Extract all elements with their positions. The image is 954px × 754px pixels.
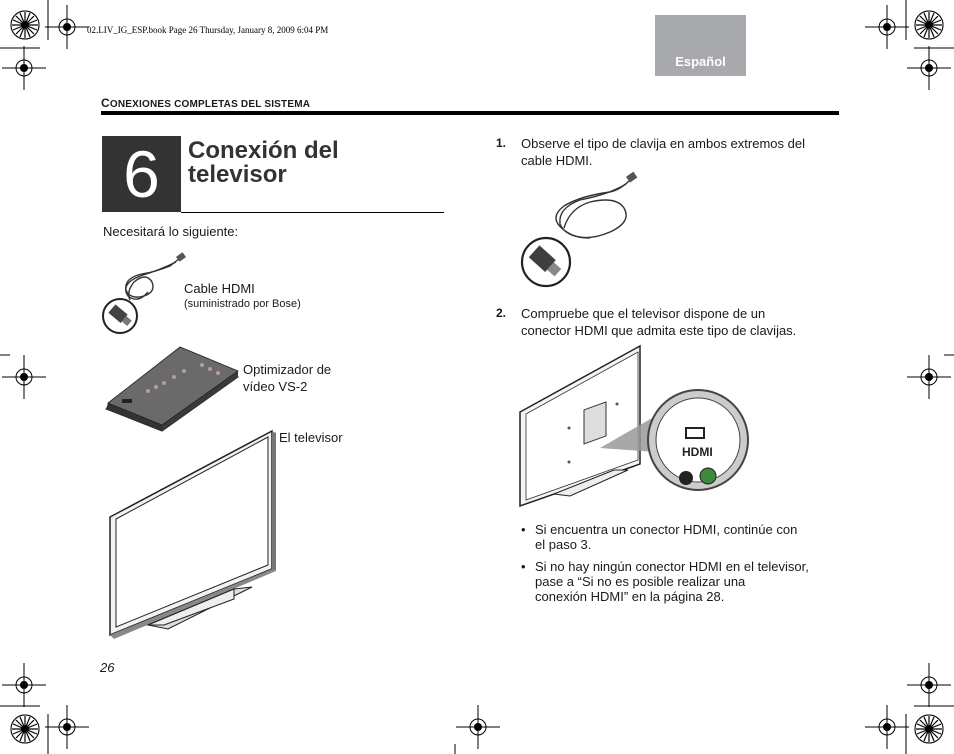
- item-tv-label: El televisor: [279, 430, 343, 445]
- language-tab-label: Español: [675, 54, 726, 69]
- step-1-line1: Observe el tipo de clavija en ambos extremos del: [521, 136, 805, 151]
- step-2-number: 2.: [496, 306, 507, 320]
- intro-text: Necesitará lo siguiente:: [103, 224, 239, 239]
- hdmi-cable-closeup-icon: [520, 172, 640, 288]
- bullet-list: [521, 522, 841, 611]
- section-title: [101, 96, 310, 110]
- step-title-line1: Conexión del: [188, 137, 339, 164]
- section-title-rest: ONEXIONES COMPLETAS DEL SISTEMA: [109, 99, 311, 110]
- item-hdmi-label: Cable HDMI: [184, 281, 255, 296]
- step-title-line2: televisor: [188, 161, 287, 188]
- section-title-initial: C: [101, 96, 110, 110]
- section-rule: [101, 111, 839, 115]
- step-title: [188, 139, 438, 187]
- item-vs2-label: [243, 361, 331, 395]
- tv-back-hdmi-port-icon: [518, 344, 750, 510]
- step-2-line1: Compruebe que el televisor dispone de un: [521, 306, 766, 321]
- step-number-box: 6: [102, 136, 181, 212]
- hdmi-logo: HDMI: [682, 445, 713, 459]
- step-1-text: [521, 135, 805, 169]
- bullet-1-line1: Si encuentra un conector HDMI, continúe con: [535, 522, 798, 537]
- item-hdmi-sublabel: (suministrado por Bose): [184, 298, 301, 310]
- item-vs2-label-line2: vídeo VS-2: [243, 379, 308, 394]
- hdmi-cable-icon: [100, 252, 190, 336]
- bullet-item-no-hdmi: [521, 559, 841, 604]
- bullet-2-line1: Si no hay ningún conector HDMI en el televisor,: [535, 559, 809, 574]
- step-1-number: 1.: [496, 136, 507, 150]
- television-icon: [106, 429, 276, 639]
- step-1-line2: cable HDMI.: [521, 153, 593, 168]
- book-meta: 02.LIV_IG_ESP.book Page 26 Thursday, January 8, 2009 6:04 PM: [87, 25, 329, 35]
- step-title-rule: [181, 212, 444, 213]
- vs2-optimizer-icon: [104, 347, 240, 433]
- language-tab: [655, 15, 746, 76]
- step-2-text: [521, 305, 796, 339]
- bullet-1-line2: el paso 3.: [535, 537, 592, 552]
- bullet-item-hdmi-found: [521, 522, 841, 552]
- bullet-2-line3: conexión HDMI” en la página 28.: [535, 589, 725, 604]
- page-number: 26: [100, 660, 115, 675]
- item-vs2-label-line1: Optimizador de: [243, 362, 332, 377]
- bullet-2-line2: pase a “Si no es posible realizar una: [535, 574, 746, 589]
- step-2-line2: conector HDMI que admita este tipo de clavijas.: [521, 323, 797, 338]
